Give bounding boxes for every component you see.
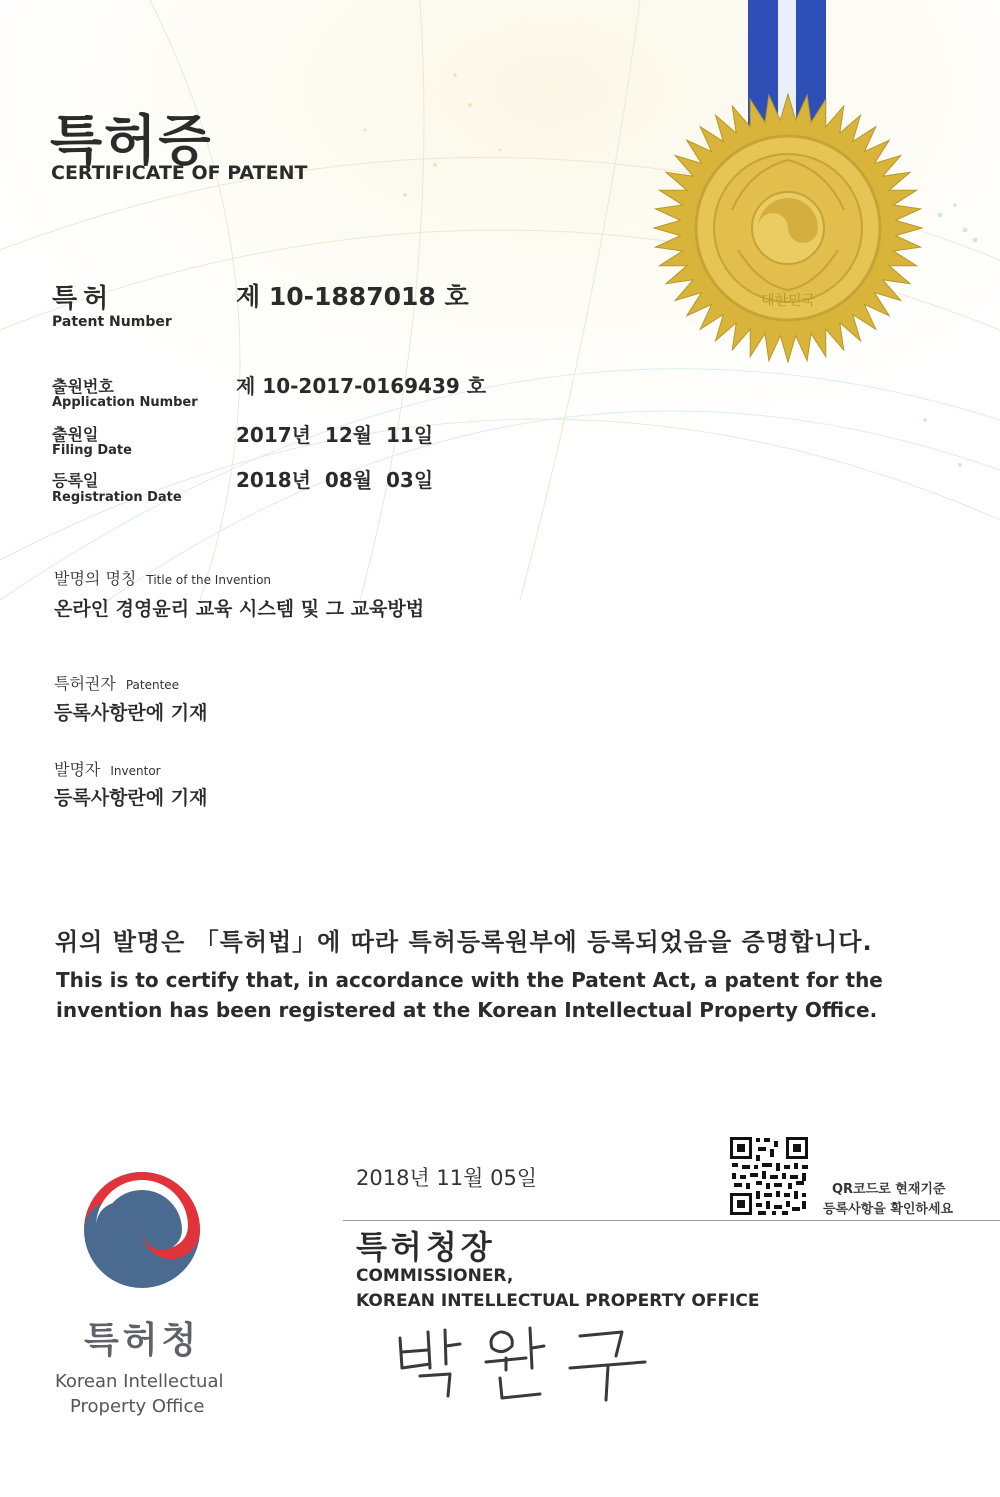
application-number-label-en: Application Number [52, 395, 198, 410]
inventor-label-en: Inventor [110, 764, 161, 778]
application-number-value: 제 10-2017-0169439 호 [236, 374, 487, 398]
commissioner-title-en-line2: KOREAN INTELLECTUAL PROPERTY OFFICE [356, 1291, 760, 1311]
seal-text: 대한민국 [760, 293, 816, 309]
certification-text-ko: 위의 발명은 「특허법」에 따라 특허등록원부에 등록되었음을 증명합니다. [55, 928, 873, 956]
patentee-label [54, 671, 179, 694]
gold-seal-icon [650, 0, 940, 370]
certificate-title-en: CERTIFICATE OF PATENT [51, 162, 308, 184]
qr-code-icon [728, 1135, 810, 1217]
registration-date-label-en: Registration Date [52, 490, 182, 505]
handwritten-signature [390, 1318, 660, 1408]
kipo-name-en-line1: Korean Intellectual [55, 1371, 224, 1392]
registration-date-value: 2018년 08월 03일 [236, 468, 434, 492]
patentee-value: 등록사항란에 기재 [54, 702, 208, 724]
kipo-name-en-line2: Property Office [70, 1396, 205, 1417]
invention-title-label [54, 566, 271, 589]
filing-date-value: 2017년 12월 11일 [236, 423, 434, 447]
certification-text-en: This is to certify that, in accordance with the Patent Act, a patent for the invention has been registered at the Korean Intellectual Property Office. [56, 968, 883, 1022]
patentee-label-ko: 특허권자 [54, 674, 116, 693]
registration-date-label-ko: 등록일 [52, 471, 99, 490]
invention-title-label-en: Title of the Invention [146, 573, 272, 587]
invention-title-label-ko: 발명의 명칭 [54, 569, 137, 588]
inventor-label-ko: 발명자 [54, 760, 101, 779]
signature-divider [343, 1220, 1000, 1221]
application-number-label-ko: 출원번호 [52, 377, 114, 396]
commissioner-title-ko: 특허청장 [356, 1228, 496, 1266]
inventor-label [54, 757, 161, 780]
filing-date-label-en: Filing Date [52, 443, 132, 458]
commissioner-title-en-line1: COMMISSIONER, [356, 1266, 514, 1286]
qr-note-line2: 등록사항을 확인하세요 [823, 1202, 954, 1217]
certificate-title-ko: 특허증 [50, 109, 213, 172]
inventor-value: 등록사항란에 기재 [54, 787, 208, 809]
patent-number-label-en: Patent Number [52, 314, 172, 330]
patentee-label-en: Patentee [125, 678, 180, 692]
patent-number-value: 제 10-1887018 호 [236, 282, 469, 311]
kipo-name-ko: 특허청 [84, 1320, 201, 1361]
kipo-logo-icon [78, 1168, 206, 1292]
qr-note-line1: QR코드로 현재기준 [832, 1182, 946, 1197]
invention-title-value: 온라인 경영윤리 교육 시스템 및 그 교육방법 [54, 598, 425, 620]
patent-number-label-ko: 특허 [52, 284, 115, 314]
issue-date: 2018년 11월 05일 [356, 1166, 538, 1190]
filing-date-label-ko: 출원일 [52, 425, 99, 444]
